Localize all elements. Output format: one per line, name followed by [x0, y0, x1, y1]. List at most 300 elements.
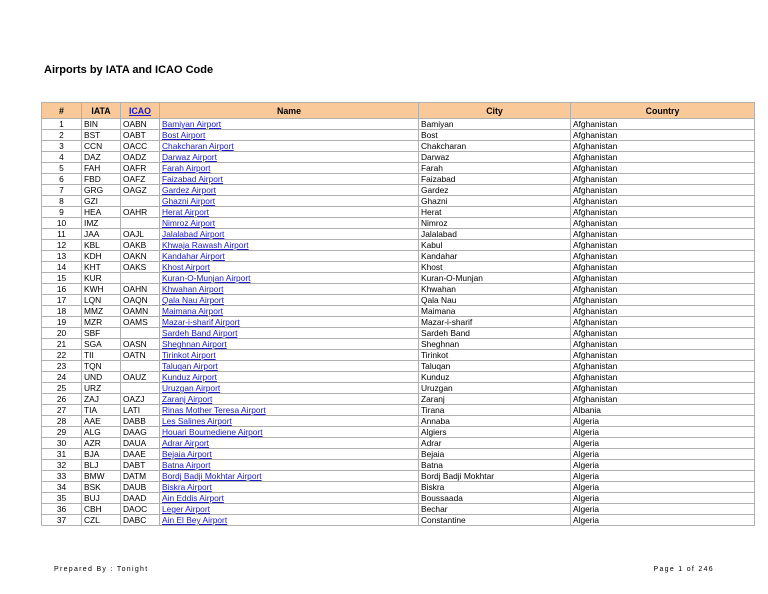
cell-city: Taluqan — [419, 361, 571, 372]
table-row — [42, 119, 755, 130]
cell-num: 10 — [42, 218, 82, 229]
cell-num: 16 — [42, 284, 82, 295]
column-header-icao[interactable] — [121, 103, 160, 119]
airport-link[interactable]: Bamiyan Airport — [162, 119, 222, 129]
cell-iata: CZL — [82, 515, 121, 526]
cell-city: Nimroz — [419, 218, 571, 229]
cell-airport-name[interactable] — [160, 251, 419, 262]
cell-icao: DAUB — [121, 482, 160, 493]
cell-airport-name[interactable] — [160, 185, 419, 196]
cell-city: Faizabad — [419, 174, 571, 185]
cell-country: Afghanistan — [571, 262, 755, 273]
cell-country: Afghanistan — [571, 141, 755, 152]
cell-city: Algiers — [419, 427, 571, 438]
table-row — [42, 361, 755, 372]
table-row — [42, 229, 755, 240]
table-row — [42, 427, 755, 438]
page-title: Airports by IATA and ICAO Code — [44, 64, 214, 76]
cell-icao — [121, 383, 160, 394]
cell-city: Boussaada — [419, 493, 571, 504]
cell-airport-name[interactable] — [160, 295, 419, 306]
airport-link[interactable]: Khwaja Rawash Airport — [162, 240, 249, 250]
table-row — [42, 196, 755, 207]
cell-country: Afghanistan — [571, 306, 755, 317]
cell-country: Afghanistan — [571, 130, 755, 141]
cell-country: Algeria — [571, 515, 755, 526]
cell-iata: BUJ — [82, 493, 121, 504]
cell-country: Algeria — [571, 482, 755, 493]
cell-airport-name[interactable] — [160, 339, 419, 350]
cell-airport-name[interactable] — [160, 273, 419, 284]
cell-iata: GZI — [82, 196, 121, 207]
cell-num: 12 — [42, 240, 82, 251]
column-header-iata: IATA — [82, 103, 121, 119]
airport-link[interactable]: Biskra Airport — [162, 482, 212, 492]
cell-city: Bost — [419, 130, 571, 141]
cell-city: Kabul — [419, 240, 571, 251]
table-row — [42, 460, 755, 471]
cell-num: 23 — [42, 361, 82, 372]
cell-icao: OABT — [121, 130, 160, 141]
cell-iata: SGA — [82, 339, 121, 350]
cell-airport-name[interactable] — [160, 306, 419, 317]
cell-airport-name[interactable] — [160, 372, 419, 383]
airport-link[interactable]: Leger Airport — [162, 504, 210, 514]
cell-iata: URZ — [82, 383, 121, 394]
cell-icao: DAAD — [121, 493, 160, 504]
cell-country: Algeria — [571, 460, 755, 471]
cell-airport-name[interactable] — [160, 174, 419, 185]
cell-iata: TII — [82, 350, 121, 361]
cell-icao: OAFZ — [121, 174, 160, 185]
cell-airport-name[interactable] — [160, 394, 419, 405]
cell-airport-name[interactable] — [160, 240, 419, 251]
cell-country: Algeria — [571, 449, 755, 460]
airport-link[interactable]: Ain El Bey Airport — [162, 515, 228, 525]
cell-icao — [121, 273, 160, 284]
table-row — [42, 284, 755, 295]
cell-icao: OAHN — [121, 284, 160, 295]
cell-city: Annaba — [419, 416, 571, 427]
cell-airport-name[interactable] — [160, 284, 419, 295]
cell-airport-name[interactable] — [160, 262, 419, 273]
cell-num: 34 — [42, 482, 82, 493]
cell-airport-name[interactable] — [160, 482, 419, 493]
cell-airport-name[interactable] — [160, 218, 419, 229]
cell-country: Algeria — [571, 471, 755, 482]
cell-iata: AAE — [82, 416, 121, 427]
cell-iata: ALG — [82, 427, 121, 438]
cell-icao: OASN — [121, 339, 160, 350]
airport-link[interactable]: Tirinkot Airport — [162, 350, 216, 360]
cell-iata: BSK — [82, 482, 121, 493]
airport-link[interactable]: Sardeh Band Airport — [162, 328, 238, 338]
cell-country: Afghanistan — [571, 295, 755, 306]
cell-city: Gardez — [419, 185, 571, 196]
cell-num: 15 — [42, 273, 82, 284]
cell-icao: DABT — [121, 460, 160, 471]
cell-city: Tirana — [419, 405, 571, 416]
cell-city: Maimana — [419, 306, 571, 317]
cell-country: Algeria — [571, 416, 755, 427]
cell-iata: SBF — [82, 328, 121, 339]
cell-airport-name[interactable] — [160, 460, 419, 471]
table-row — [42, 207, 755, 218]
airport-link[interactable]: Les Salines Airport — [162, 416, 232, 426]
cell-num: 30 — [42, 438, 82, 449]
cell-num: 29 — [42, 427, 82, 438]
cell-country: Algeria — [571, 427, 755, 438]
cell-iata: DAZ — [82, 152, 121, 163]
cell-airport-name[interactable] — [160, 317, 419, 328]
cell-icao: OABN — [121, 119, 160, 130]
cell-airport-name[interactable] — [160, 196, 419, 207]
cell-airport-name[interactable] — [160, 405, 419, 416]
table-row — [42, 218, 755, 229]
cell-city: Bejaia — [419, 449, 571, 460]
cell-icao: OACC — [121, 141, 160, 152]
cell-country: Albania — [571, 405, 755, 416]
cell-country: Algeria — [571, 493, 755, 504]
cell-num: 8 — [42, 196, 82, 207]
cell-iata: AZR — [82, 438, 121, 449]
table-row — [42, 130, 755, 141]
cell-icao — [121, 328, 160, 339]
cell-icao: OAKS — [121, 262, 160, 273]
column-header-country: Country — [571, 103, 755, 119]
cell-icao: DAAE — [121, 449, 160, 460]
cell-iata: HEA — [82, 207, 121, 218]
cell-num: 13 — [42, 251, 82, 262]
cell-country: Afghanistan — [571, 317, 755, 328]
cell-city: Zaranj — [419, 394, 571, 405]
cell-icao: DAAG — [121, 427, 160, 438]
cell-airport-name[interactable] — [160, 438, 419, 449]
table-row — [42, 273, 755, 284]
cell-icao — [121, 218, 160, 229]
cell-iata: MZR — [82, 317, 121, 328]
airport-link[interactable]: Kunduz Airport — [162, 372, 217, 382]
cell-icao: DABC — [121, 515, 160, 526]
table-row — [42, 372, 755, 383]
airport-link[interactable]: Adrar Airport — [162, 438, 210, 448]
table-row — [42, 515, 755, 526]
cell-iata: ZAJ — [82, 394, 121, 405]
cell-iata: KUR — [82, 273, 121, 284]
cell-icao: OAGZ — [121, 185, 160, 196]
cell-airport-name[interactable] — [160, 471, 419, 482]
cell-iata: LQN — [82, 295, 121, 306]
cell-airport-name[interactable] — [160, 141, 419, 152]
cell-num: 19 — [42, 317, 82, 328]
table-row — [42, 163, 755, 174]
table-row — [42, 152, 755, 163]
airport-link[interactable]: Taluqan Airport — [162, 361, 218, 371]
cell-num: 32 — [42, 460, 82, 471]
cell-city: Darwaz — [419, 152, 571, 163]
cell-icao: DAUA — [121, 438, 160, 449]
cell-num: 18 — [42, 306, 82, 317]
airport-link[interactable]: Bost Airport — [162, 130, 206, 140]
cell-iata: IMZ — [82, 218, 121, 229]
airport-link[interactable]: Bordj Badji Mokhtar Airport — [162, 471, 262, 481]
cell-country: Afghanistan — [571, 383, 755, 394]
cell-airport-name[interactable] — [160, 515, 419, 526]
cell-country: Afghanistan — [571, 185, 755, 196]
cell-icao: OAJL — [121, 229, 160, 240]
cell-icao: OAMS — [121, 317, 160, 328]
cell-num: 26 — [42, 394, 82, 405]
cell-iata: KDH — [82, 251, 121, 262]
table-row — [42, 493, 755, 504]
cell-airport-name[interactable] — [160, 207, 419, 218]
cell-city: Qala Nau — [419, 295, 571, 306]
cell-num: 25 — [42, 383, 82, 394]
cell-city: Bechar — [419, 504, 571, 515]
cell-city: Constantine — [419, 515, 571, 526]
airport-link[interactable]: Qala Nau Airport — [162, 295, 224, 305]
cell-icao: OAUZ — [121, 372, 160, 383]
cell-num: 33 — [42, 471, 82, 482]
airport-link[interactable]: Bejaia Airport — [162, 449, 212, 459]
cell-icao: DABB — [121, 416, 160, 427]
cell-airport-name[interactable] — [160, 504, 419, 515]
cell-icao: DATM — [121, 471, 160, 482]
table-row — [42, 438, 755, 449]
cell-country: Afghanistan — [571, 240, 755, 251]
cell-icao: OAHR — [121, 207, 160, 218]
cell-city: Jalalabad — [419, 229, 571, 240]
cell-country: Afghanistan — [571, 361, 755, 372]
cell-city: Adrar — [419, 438, 571, 449]
cell-country: Afghanistan — [571, 229, 755, 240]
airport-link[interactable]: Kandahar Airport — [162, 251, 225, 261]
airport-link[interactable]: Farah Airport — [162, 163, 211, 173]
table-row — [42, 504, 755, 515]
cell-country: Afghanistan — [571, 251, 755, 262]
cell-city: Mazar-i-sharif — [419, 317, 571, 328]
cell-num: 22 — [42, 350, 82, 361]
airport-link[interactable]: Maimana Airport — [162, 306, 223, 316]
cell-airport-name[interactable] — [160, 449, 419, 460]
cell-num: 27 — [42, 405, 82, 416]
cell-num: 2 — [42, 130, 82, 141]
cell-iata: TIA — [82, 405, 121, 416]
cell-iata: KBL — [82, 240, 121, 251]
cell-iata: BMW — [82, 471, 121, 482]
cell-num: 6 — [42, 174, 82, 185]
cell-iata: BJA — [82, 449, 121, 460]
table-row — [42, 251, 755, 262]
table-row — [42, 394, 755, 405]
table-row — [42, 471, 755, 482]
table-row — [42, 141, 755, 152]
cell-icao: OADZ — [121, 152, 160, 163]
cell-airport-name[interactable] — [160, 163, 419, 174]
airport-link[interactable]: Zaranj Airport — [162, 394, 213, 404]
airport-link[interactable]: Sheghnan Airport — [162, 339, 227, 349]
airport-link[interactable]: Rinas Mother Teresa Airport — [162, 405, 266, 415]
table-row — [42, 240, 755, 251]
cell-city: Uruzgan — [419, 383, 571, 394]
cell-num: 14 — [42, 262, 82, 273]
cell-city: Sheghnan — [419, 339, 571, 350]
cell-num: 4 — [42, 152, 82, 163]
cell-city: Bamiyan — [419, 119, 571, 130]
cell-city: Farah — [419, 163, 571, 174]
cell-country: Afghanistan — [571, 273, 755, 284]
cell-city: Ghazni — [419, 196, 571, 207]
cell-iata: MMZ — [82, 306, 121, 317]
cell-num: 11 — [42, 229, 82, 240]
cell-airport-name[interactable] — [160, 152, 419, 163]
table-row — [42, 317, 755, 328]
table-row — [42, 295, 755, 306]
cell-num: 20 — [42, 328, 82, 339]
cell-icao: DAOC — [121, 504, 160, 515]
table-row — [42, 383, 755, 394]
airport-link[interactable]: Ghazni Airport — [162, 196, 216, 206]
cell-airport-name[interactable] — [160, 130, 419, 141]
airport-link[interactable]: Chakcharan Airport — [162, 141, 234, 151]
table-row — [42, 416, 755, 427]
table-row — [42, 174, 755, 185]
airport-link[interactable]: Kuran-O-Munjan Airport — [162, 273, 251, 283]
cell-airport-name[interactable] — [160, 350, 419, 361]
column-header-num: # — [42, 103, 82, 119]
table-row — [42, 482, 755, 493]
cell-icao: OAQN — [121, 295, 160, 306]
cell-country: Afghanistan — [571, 394, 755, 405]
cell-icao: OAFR — [121, 163, 160, 174]
cell-airport-name[interactable] — [160, 416, 419, 427]
cell-num: 24 — [42, 372, 82, 383]
cell-num: 35 — [42, 493, 82, 504]
cell-airport-name[interactable] — [160, 229, 419, 240]
cell-iata: BIN — [82, 119, 121, 130]
cell-num: 21 — [42, 339, 82, 350]
cell-iata: BLJ — [82, 460, 121, 471]
table-row — [42, 449, 755, 460]
cell-airport-name[interactable] — [160, 361, 419, 372]
cell-iata: CCN — [82, 141, 121, 152]
table-row — [42, 306, 755, 317]
cell-iata: FBD — [82, 174, 121, 185]
footer-prepared-by: Prepared By : Tonight — [54, 566, 149, 573]
icao-header-link[interactable]: ICAO — [129, 105, 151, 116]
cell-country: Algeria — [571, 504, 755, 515]
cell-icao: OATN — [121, 350, 160, 361]
cell-icao: OAMN — [121, 306, 160, 317]
airport-link[interactable]: Khwahan Airport — [162, 284, 224, 294]
cell-icao: OAKN — [121, 251, 160, 262]
airport-link[interactable]: Uruzgan Airport — [162, 383, 221, 393]
cell-iata: KHT — [82, 262, 121, 273]
airport-link[interactable]: Nimroz Airport — [162, 218, 216, 228]
table-row — [42, 405, 755, 416]
cell-city: Kuran-O-Munjan — [419, 273, 571, 284]
cell-country: Afghanistan — [571, 163, 755, 174]
cell-iata: GRG — [82, 185, 121, 196]
airport-link[interactable]: Khost Airport — [162, 262, 210, 272]
table-row — [42, 328, 755, 339]
cell-country: Algeria — [571, 438, 755, 449]
cell-city: Khwahan — [419, 284, 571, 295]
cell-airport-name[interactable] — [160, 383, 419, 394]
cell-country: Afghanistan — [571, 119, 755, 130]
cell-country: Afghanistan — [571, 284, 755, 295]
cell-country: Afghanistan — [571, 152, 755, 163]
table-header-row — [42, 103, 755, 119]
cell-country: Afghanistan — [571, 372, 755, 383]
cell-icao: OAZJ — [121, 394, 160, 405]
cell-num: 37 — [42, 515, 82, 526]
airport-link[interactable]: Ain Eddis Airport — [162, 493, 224, 503]
airport-link[interactable]: Batna Airport — [162, 460, 211, 470]
cell-city: Herat — [419, 207, 571, 218]
cell-icao — [121, 361, 160, 372]
cell-city: Sardeh Band — [419, 328, 571, 339]
cell-country: Afghanistan — [571, 328, 755, 339]
cell-iata: BST — [82, 130, 121, 141]
cell-icao — [121, 196, 160, 207]
cell-airport-name[interactable] — [160, 493, 419, 504]
cell-city: Bordj Badji Mokhtar — [419, 471, 571, 482]
cell-city: Kunduz — [419, 372, 571, 383]
table-row — [42, 339, 755, 350]
airport-link[interactable]: Jalalabad Airport — [162, 229, 225, 239]
airport-link[interactable]: Herat Airport — [162, 207, 210, 217]
cell-num: 31 — [42, 449, 82, 460]
table-row — [42, 262, 755, 273]
cell-country: Afghanistan — [571, 218, 755, 229]
cell-city: Khost — [419, 262, 571, 273]
cell-country: Afghanistan — [571, 196, 755, 207]
column-header-name: Name — [160, 103, 419, 119]
airport-link[interactable]: Darwaz Airport — [162, 152, 217, 162]
airport-link[interactable]: Gardez Airport — [162, 185, 216, 195]
cell-num: 28 — [42, 416, 82, 427]
cell-icao: LATI — [121, 405, 160, 416]
cell-iata: CBH — [82, 504, 121, 515]
footer-page-number: Page 1 of 246 — [653, 566, 714, 573]
cell-airport-name[interactable] — [160, 119, 419, 130]
cell-country: Afghanistan — [571, 350, 755, 361]
cell-city: Kandahar — [419, 251, 571, 262]
cell-city: Chakcharan — [419, 141, 571, 152]
cell-airport-name[interactable] — [160, 328, 419, 339]
table-row — [42, 350, 755, 361]
cell-city: Batna — [419, 460, 571, 471]
cell-city: Biskra — [419, 482, 571, 493]
airport-link[interactable]: Faizabad Airport — [162, 174, 223, 184]
column-header-city: City — [419, 103, 571, 119]
airport-link[interactable]: Houari Boumediene Airport — [162, 427, 263, 437]
cell-city: Tirinkot — [419, 350, 571, 361]
cell-num: 3 — [42, 141, 82, 152]
airport-link[interactable]: Mazar-i-sharif Airport — [162, 317, 240, 327]
cell-airport-name[interactable] — [160, 427, 419, 438]
table-row — [42, 185, 755, 196]
cell-iata: KWH — [82, 284, 121, 295]
cell-iata: TQN — [82, 361, 121, 372]
cell-iata: UND — [82, 372, 121, 383]
cell-iata: JAA — [82, 229, 121, 240]
cell-country: Afghanistan — [571, 174, 755, 185]
cell-num: 5 — [42, 163, 82, 174]
cell-num: 1 — [42, 119, 82, 130]
cell-iata: FAH — [82, 163, 121, 174]
